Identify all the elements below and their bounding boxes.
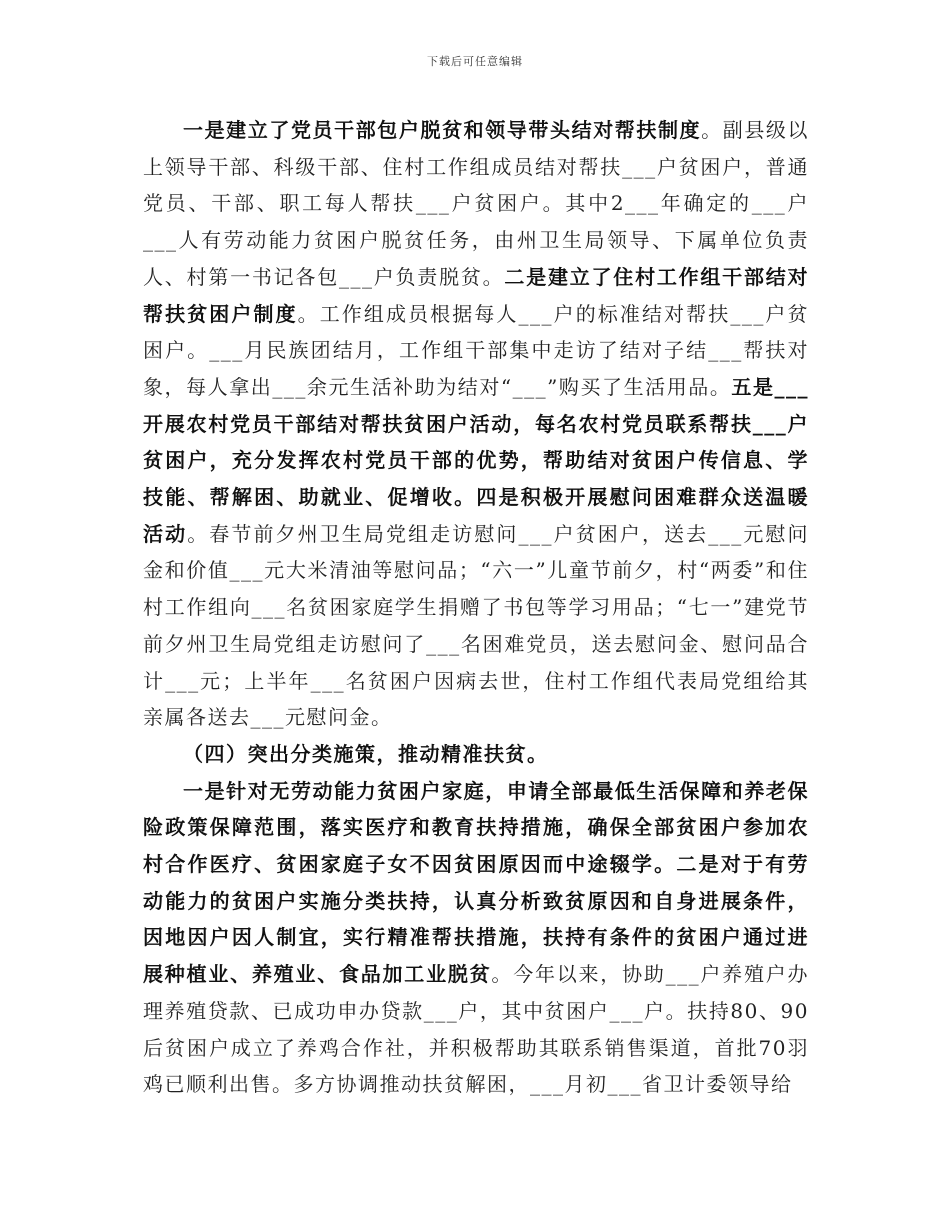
text-segment: 。工作组成员根据每人___户的标准结对帮扶___户贫困户。___月民族团结月，工作组干部集中走访了结对子结___帮扶对象，每人拿出___余元生活补助为结对“___”购买了生活用品。 [143, 301, 809, 399]
section-heading [143, 736, 809, 773]
text-segment-bold: 二是建立了住村工作组干部结对帮扶贫困户制度 [143, 264, 810, 326]
text-segment-bold: （四）突出分类施策，推动精准扶贫。 [183, 741, 549, 766]
paragraph-1 [143, 112, 809, 736]
text-segment: 。副县级以上领导干部、科级干部、住村工作组成员结对帮扶___户贫困户，普通党员、干部、职工每人帮扶___户贫困户。其中2___年确定的___户___人有劳动能力贫困户脱贫任务，由州卫生局领导、下属单位负责人、村第一书记各包___户负责脱贫。 [143, 118, 810, 289]
text-segment-bold: 一是建立了党员干部包户脱贫和领导带头结对帮扶制度 [183, 118, 702, 142]
paragraph-2 [143, 773, 809, 1103]
document-body [143, 112, 809, 1103]
page-header: 下载后可任意编辑 [427, 55, 523, 68]
text-segment: 。春节前夕州卫生局党组走访慰问___户贫困户，送去___元慰问金和价值___元大米清油等慰问品；“六一”儿童节前夕，村“两委”和住村工作组向___名贫困家庭学生捐赠了书包等学习用品；“七一”建党节前夕州卫生局党组走访慰问了___名困难党员，送去慰问金、慰问品合计___元；上半年___名贫困户因病去世，住村工作组代表局党组给其亲属各送去___元慰问金。 [143, 521, 810, 730]
text-segment: 。今年以来，协助___户养殖户办理养殖贷款、已成功申办贷款___户，其中贫困户___户。扶持80、90后贫困户成立了养鸡合作社，并积极帮助其联系销售渠道，首批70羽鸡已顺利出售。多方协调推动扶贫解困，___月初___省卫计委领导给 [143, 962, 810, 1097]
text-segment-bold: 五是___开展农村党员干部结对帮扶贫困户活动，每名农村党员联系帮扶___户贫困户，充分发挥农村党员干部的优势，帮助结对贫困户传信息、学技能、帮解困、助就业、促增收。四是积极开展慰问困难群众送温暖活动 [143, 374, 810, 546]
text-segment-bold: 一是针对无劳动能力贫困户家庭，申请全部最低生活保障和养老保险政策保障范围，落实医疗和教育扶持措施，确保全部贫困户参加农村合作医疗、贫困家庭子女不因贫困原因而中途辍学。二是对于有劳动能力的贫困户实施分类扶持，认真分析致贫原因和自身进展条件，因地因户因人制宜，实行精准帮扶措施，扶持有条件的贫困户通过进展种植业、养殖业、食品加工业脱贫 [143, 778, 809, 987]
